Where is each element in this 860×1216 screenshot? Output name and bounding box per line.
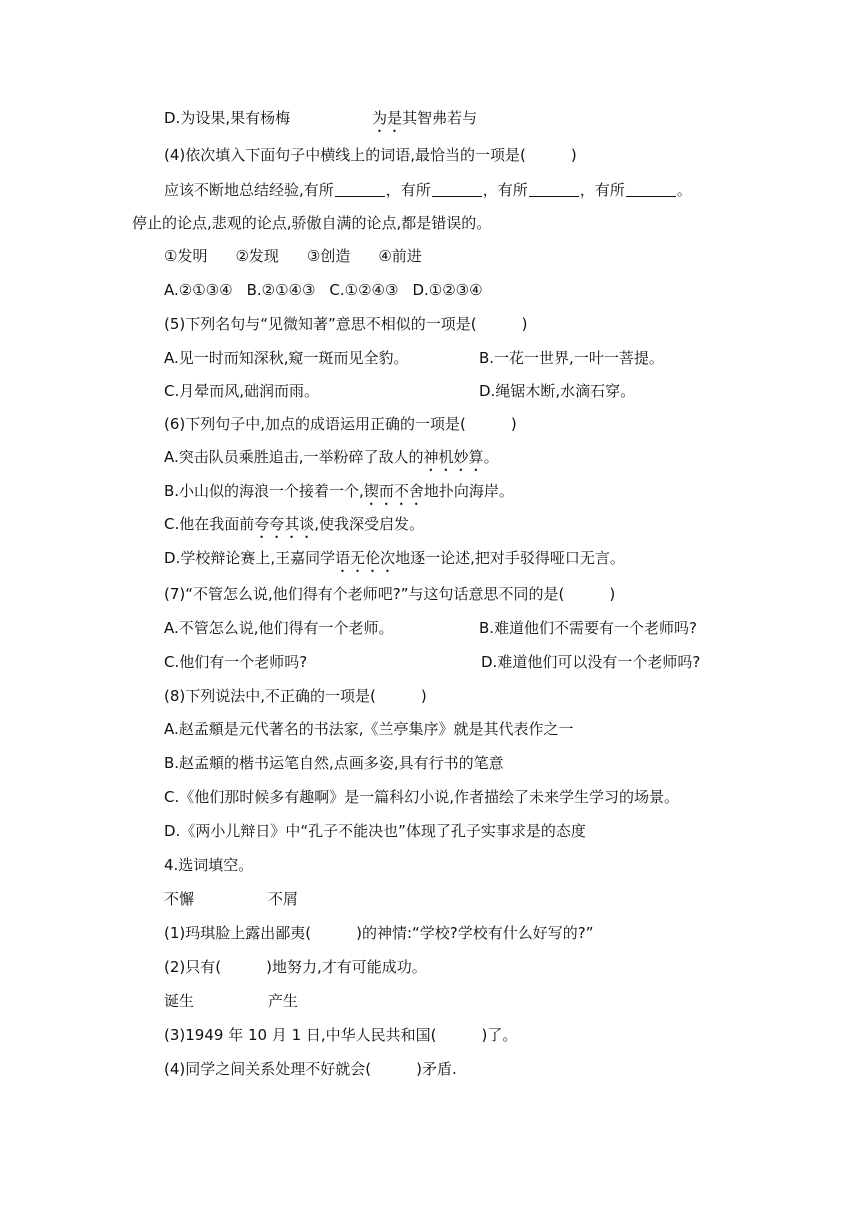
choice-1: ①发明 <box>164 247 208 265</box>
q6-c-idiom: 夸夸其谈 <box>254 515 315 533</box>
q7-option-b: B.难道他们不需要有一个老师吗? <box>479 619 698 637</box>
stem-sep-1: ，有所 <box>385 181 431 199</box>
question-8: (8)下列说法中,不正确的一项是( ) <box>164 687 427 705</box>
blank-3[interactable] <box>529 181 579 197</box>
choice-3: ③创造 <box>306 247 351 265</box>
option-d-line <box>164 108 477 136</box>
option-d-prefix: D.为设果,果有杨梅 <box>164 109 291 127</box>
q6-b-pre: B.小山似的海浪一个接着一个, <box>164 482 364 500</box>
q5-option-c: C.月晕而风,础润而雨。 <box>164 382 320 400</box>
q5-option-a: A.见一时而知深秋,窥一斑而见全豹。 <box>164 349 409 367</box>
section-4-item-2: (2)只有( )地努力,才有可能成功。 <box>164 958 427 976</box>
section-4-words-2 <box>164 991 298 1011</box>
question-6: (6)下列句子中,加点的成语运用正确的一项是( ) <box>164 415 517 433</box>
q5-option-d: D.绳锯木断,水滴石穿。 <box>479 382 636 400</box>
q7-option-d: D.难道他们可以没有一个老师吗? <box>481 653 701 671</box>
q6-option-a <box>164 447 499 475</box>
q6-d-post: 地逐一论述,把对手驳得哑口无言。 <box>395 549 625 567</box>
blank-4[interactable] <box>626 181 676 197</box>
q6-c-pre: C.他在我面前 <box>164 515 255 533</box>
section-4-title: 4.选词填空。 <box>164 856 254 874</box>
section-4-item-1: (1)玛琪脸上露出鄙夷( )的神情:“学校?学校有什么好写的?” <box>164 924 594 942</box>
q5-option-b: B.一花一世界,一叶一菩提。 <box>479 349 664 367</box>
word-option: 不屑 <box>268 890 299 908</box>
q6-b-post: 地扑向海岸。 <box>423 482 514 500</box>
option-d-rest: 其智弗若与 <box>402 109 478 127</box>
answer-c: C.①②④③ <box>329 281 399 299</box>
q6-a-pre: A.突击队员乘胜追击,一举粉碎了敌人的 <box>164 448 424 466</box>
word-option: 诞生 <box>164 992 195 1010</box>
stem-sep-3: ，有所 <box>579 181 625 199</box>
q6-a-idiom: 神机妙算 <box>423 448 484 466</box>
word-option: 产生 <box>268 992 299 1010</box>
question-4-answers <box>164 280 483 300</box>
q8-option-b: B.赵孟頫的楷书运笔自然,点画多姿,具有行书的笔意 <box>164 754 504 772</box>
stem-end: 。 <box>676 181 692 199</box>
q8-option-a: A.赵孟頫是元代著名的书法家,《兰亭集序》就是其代表作之一 <box>164 720 574 738</box>
section-4-item-3: (3)1949 年 10 月 1 日,中华人民共和国( )了。 <box>164 1026 518 1044</box>
q6-a-post: 。 <box>483 448 499 466</box>
choice-2: ②发现 <box>235 247 279 265</box>
option-d-word: 为是 <box>372 109 403 127</box>
question-4-stem-b: 停止的论点,悲观的论点,骄傲自满的论点,都是错误的。 <box>132 214 492 232</box>
q7-option-c: C.他们有一个老师吗? <box>164 653 308 671</box>
section-4-item-4: (4)同学之间关系处理不好就会( )矛盾. <box>164 1060 457 1078</box>
q6-option-c <box>164 514 424 542</box>
stem-sep-2: ，有所 <box>482 181 528 199</box>
question-4-stem-a <box>164 180 692 200</box>
word-option: 不懈 <box>164 890 195 908</box>
blank-1[interactable] <box>335 181 385 197</box>
q6-option-d <box>164 548 625 576</box>
question-4-choices <box>164 246 422 266</box>
q8-option-d: D.《两小儿辩日》中“孔子不能决也”体现了孔子实事求是的态度 <box>164 822 586 840</box>
stem-text: 应该不断地总结经验,有所 <box>164 181 334 199</box>
q6-c-post: ,使我深受启发。 <box>314 515 425 533</box>
question-7: (7)“不管怎么说,他们得有个老师吧?”与这句话意思不同的是( ) <box>164 585 616 603</box>
choice-4: ④前进 <box>378 247 422 265</box>
answer-a: A.②①③④ <box>164 281 233 299</box>
q7-option-a: A.不管怎么说,他们得有一个老师。 <box>164 619 394 637</box>
section-4-words-1 <box>164 889 298 909</box>
q6-d-pre: D.学校辩论赛上,王嘉同学 <box>164 549 336 567</box>
q6-d-idiom: 语无伦次 <box>335 549 396 567</box>
answer-b: B.②①④③ <box>246 281 316 299</box>
answer-d: D.①②③④ <box>412 281 483 299</box>
blank-2[interactable] <box>432 181 482 197</box>
q6-b-idiom: 锲而不舍 <box>363 482 424 500</box>
q6-option-b <box>164 481 514 509</box>
q8-option-c: C.《他们那时候多有趣啊》是一篇科幻小说,作者描绘了未来学生学习的场景。 <box>164 788 680 806</box>
question-5: (5)下列名句与“见微知著”意思不相似的一项是( ) <box>164 315 528 333</box>
question-4: (4)依次填入下面句子中横线上的词语,最恰当的一项是( ) <box>164 146 577 164</box>
